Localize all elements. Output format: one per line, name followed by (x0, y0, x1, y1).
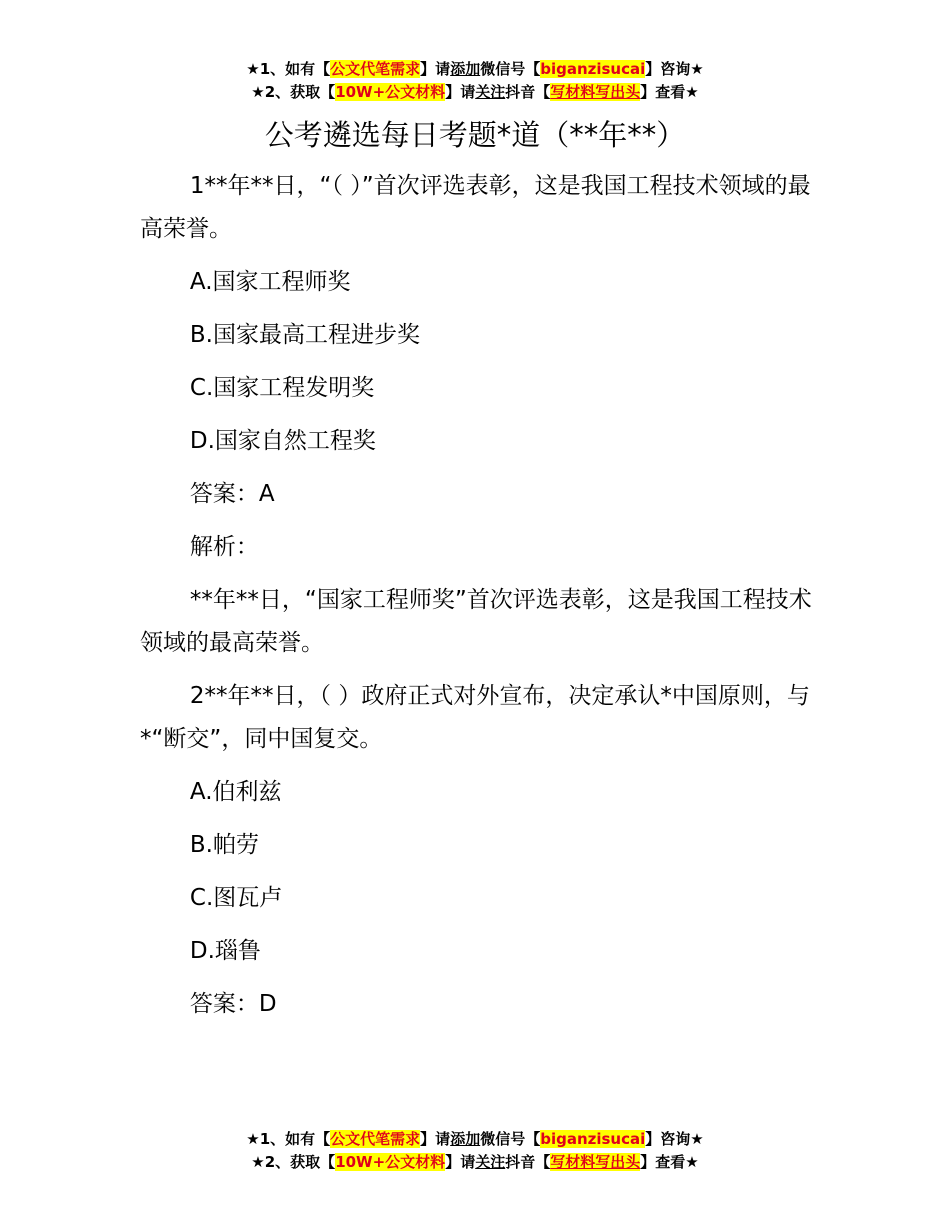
banner-text: 】查看★ (640, 1153, 699, 1171)
banner-highlight: 10W+公文材料 (335, 1153, 446, 1171)
banner-text: 微信号【 (480, 60, 541, 78)
banner-text: 抖音【 (505, 1153, 551, 1171)
banner-text: ★2、获取【 (251, 1153, 336, 1171)
question-1-analysis-label: 解析： (189, 534, 259, 560)
banner-line-2 (0, 81, 950, 104)
banner-text: 】请 (445, 1153, 476, 1171)
banner-highlight: biganzisucai (540, 1130, 646, 1148)
question-1-option-a: A.国家工程师奖 (189, 269, 351, 295)
document-body (140, 165, 812, 1036)
footer-banner (0, 1128, 950, 1174)
banner-text: ★1、如有【 (246, 1130, 331, 1148)
banner-text: 】请 (420, 60, 451, 78)
question-2-option-b: B.帕劳 (189, 832, 259, 858)
banner-highlight: 公文代笔需求 (330, 1130, 421, 1148)
banner-highlight: 公文代笔需求 (330, 60, 421, 78)
banner-highlight: biganzisucai (540, 60, 646, 78)
question-2-option-a: A.伯利兹 (189, 779, 282, 805)
question-1-option-c: C.国家工程发明奖 (189, 375, 375, 401)
banner-emphasis: 添加 (450, 60, 481, 78)
banner-text: 】咨询★ (645, 60, 704, 78)
banner-text: 微信号【 (480, 1130, 541, 1148)
banner-text: 抖音【 (505, 83, 551, 101)
header-banner (0, 58, 950, 104)
banner-emphasis: 关注 (475, 83, 506, 101)
banner-text: ★2、获取【 (251, 83, 336, 101)
banner-line-1 (0, 58, 950, 81)
question-1-answer: 答案：A (189, 481, 275, 507)
question-1-option-d: D.国家自然工程奖 (189, 428, 376, 454)
banner-highlight: 10W+公文材料 (335, 83, 446, 101)
question-1-option-b: B.国家最高工程进步奖 (189, 322, 420, 348)
banner-line-1 (0, 1128, 950, 1151)
question-2-answer: 答案：D (189, 991, 277, 1017)
banner-emphasis: 关注 (475, 1153, 506, 1171)
banner-text: 】请 (445, 83, 476, 101)
question-2-option-c: C.图瓦卢 (189, 885, 283, 911)
question-2-stem: 2**年**日，（ ）政府正式对外宣布，决定承认*中国原则，与*“断交”，同中国复交。 (140, 683, 810, 752)
banner-text: ★1、如有【 (246, 60, 331, 78)
question-1-analysis: **年**日，“国家工程师奖”首次评选表彰，这是我国工程技术领域的最高荣誉。 (140, 587, 812, 656)
banner-highlight: 写材料写出头 (550, 1153, 641, 1171)
banner-text: 】咨询★ (645, 1130, 704, 1148)
banner-emphasis: 添加 (450, 1130, 481, 1148)
question-2-option-d: D.瑙鲁 (189, 938, 261, 964)
banner-highlight: 写材料写出头 (550, 83, 641, 101)
banner-line-2 (0, 1151, 950, 1174)
banner-text: 】查看★ (640, 83, 699, 101)
banner-text: 】请 (420, 1130, 451, 1148)
document-title: 公考遴选每日考题*道（**年**） (264, 118, 686, 152)
question-1-stem: 1**年**日，“（ ）”首次评选表彰，这是我国工程技术领域的最高荣誉。 (140, 173, 811, 242)
